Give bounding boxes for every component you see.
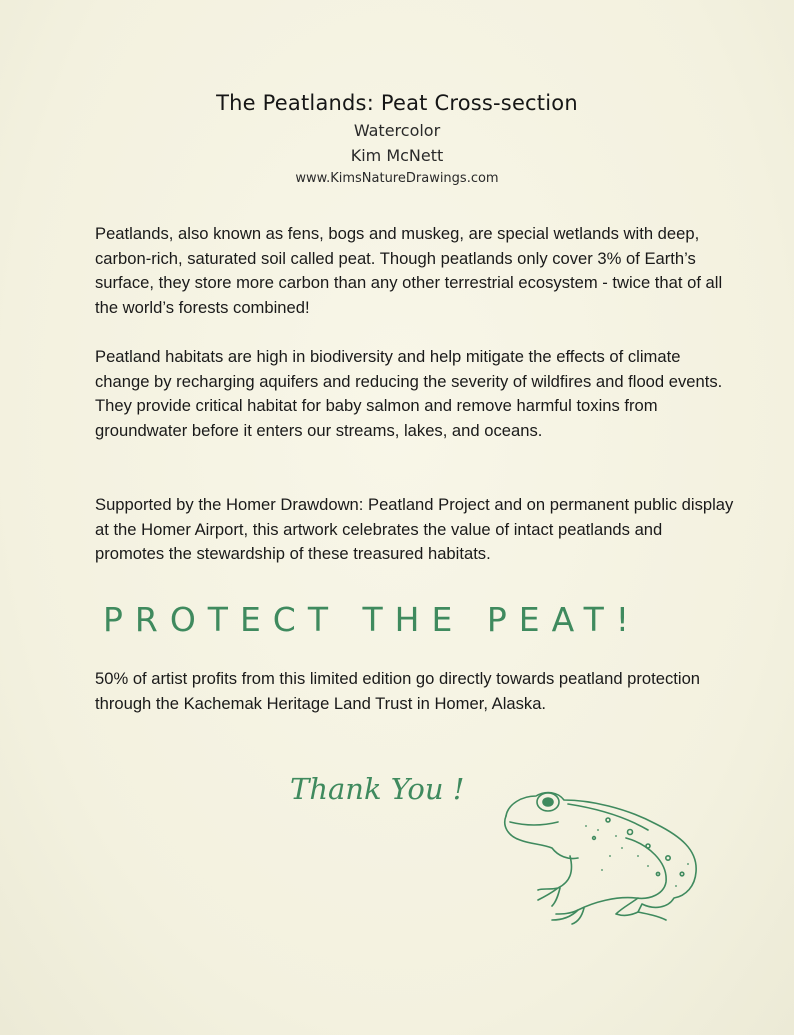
protect-slogan: PROTECT THE PEAT! — [103, 600, 641, 639]
paragraph-support: Supported by the Homer Drawdown: Peatland Project and on permanent public display at the Homer Airport, this artwork celebrates the value of intact peatlands and promotes the stewardship of these treasured habitats. — [95, 495, 734, 563]
artist-name: Kim McNett — [350, 146, 444, 165]
frog-icon — [498, 786, 708, 926]
paragraph-biodiversity: Peatland habitats are high in biodiversity and help mitigate the effects of climate change by recharging aquifers and reducing the severity of wildfires and flood events. They provide critical habitat for baby salmon and remove harmful toxins from groundwater before it enters our streams, lakes, and oceans. — [95, 347, 723, 440]
artist-website: www.KimsNatureDrawings.com — [295, 171, 499, 186]
thank-you-signoff: Thank You ! — [290, 772, 465, 806]
artwork-medium: Watercolor — [353, 121, 441, 140]
paragraph-intro: Peatlands, also known as fens, bogs and muskeg, are special wetlands with deep, carbon-rich, saturated soil called peat. Though peatlands only cover 3% of Earth’s surface, they store more carbon than any other terrestrial ecosystem - twice that of all the world’s forests combined! — [95, 224, 723, 317]
document-header — [0, 88, 794, 190]
document-title: The Peatlands: Peat Cross-section — [216, 91, 578, 115]
paragraph-profits: 50% of artist profits from this limited edition go directly towards peatland protection through the Kachemak Heritage Land Trust in Homer, Alaska. — [95, 669, 701, 713]
